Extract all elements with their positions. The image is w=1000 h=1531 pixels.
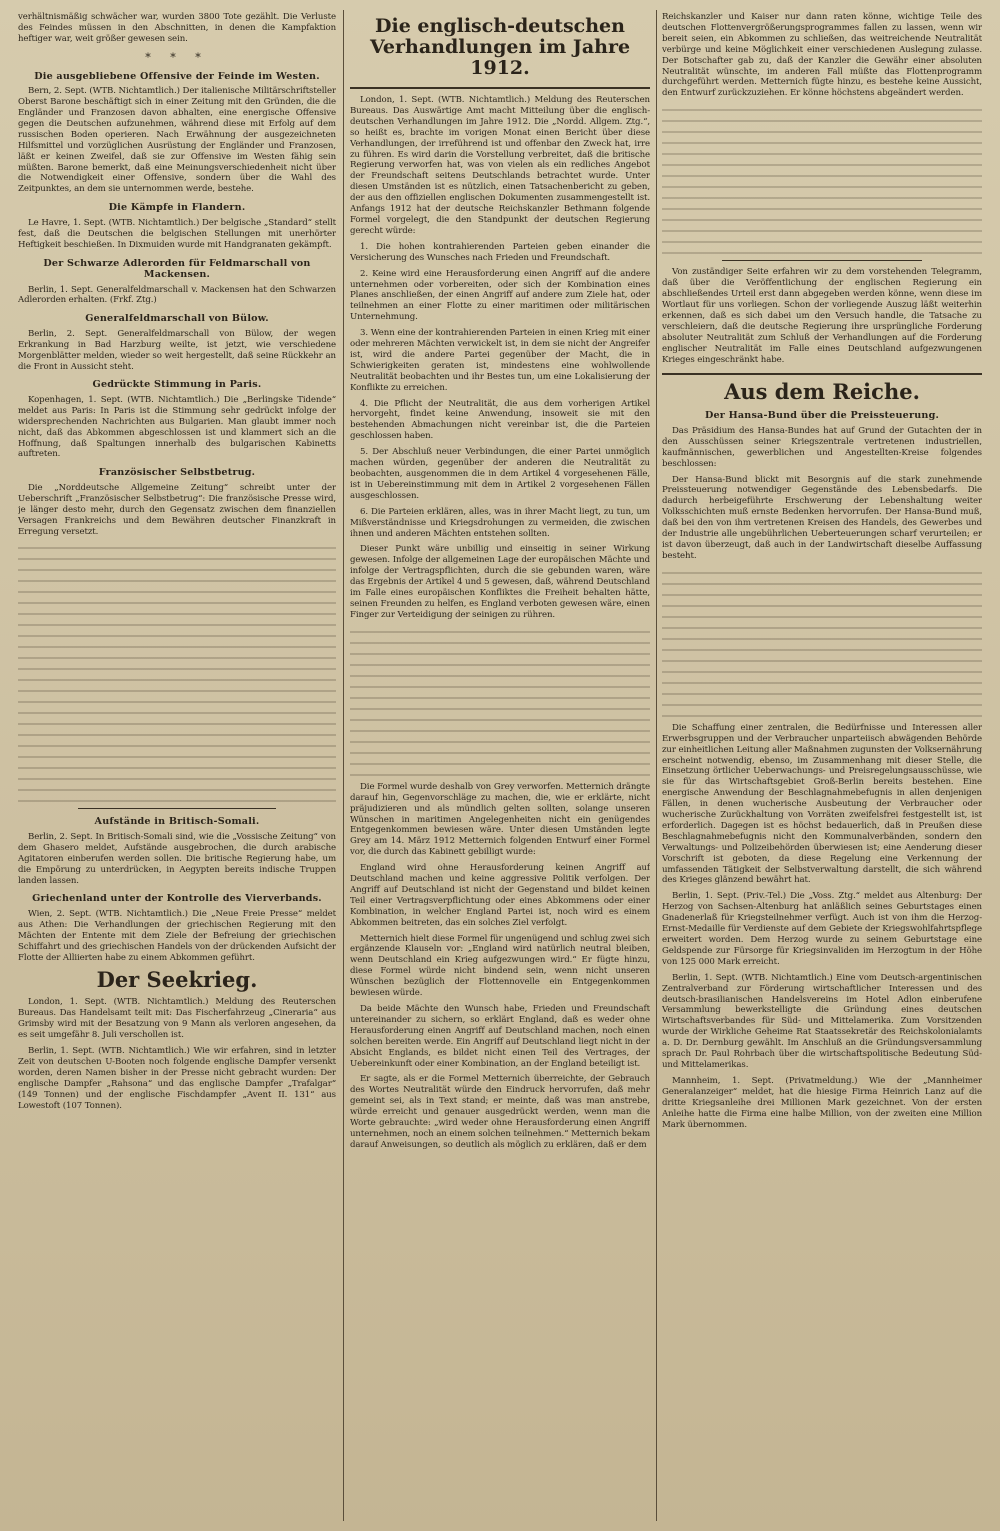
column-rule	[343, 10, 344, 1521]
article-text: Berlin, 1. Sept. Generalfeldmarschall v. Mackensen hat den Schwarzen Adlerorden erhalten. (Frkf. Ztg.)	[18, 284, 336, 306]
divider	[662, 373, 982, 375]
article-title: Die ausgebliebene Offensive der Feinde im Westen.	[34, 70, 320, 82]
article-text: Berlin, 1. Sept. (WTB. Nichtamtlich.) Wie wir erfahren, sind in letzter Zeit von deutschen U-Booten noch folgende englische Dampfer versenkt worden, deren Namen bisher in der Presse nicht gebracht wurden: Der englische Dampfer „Rahsona“ und das englische Dampfer „Trafalgar“ (149 Tonnen) und der englische Fischdampfer „Avent II. 131“ aus Lowestoft (107 Tonnen).	[18, 1046, 336, 1111]
article-text: Die „Norddeutsche Allgemeine Zeitung“ schreibt unter der Ueberschrift „Französischer Selbstbetrug“: Die französische Presse wird, je länger desto mehr, durch den Gegensatz zwischen dem finanziellen Versagen Frankreichs und dem Bewähren deutscher Finanzkraft in Erregung versetzt.	[18, 482, 336, 537]
article-text: 6. Die Parteien erklären, alles, was in ihrer Macht liegt, zu tun, um Mißverständnisse und Kriegsdrohungen zu vermeiden, die zwischen ihnen und anderen Mächten entstehen sollten.	[350, 506, 650, 539]
column-left	[18, 12, 336, 1519]
article-text: Wien, 2. Sept. (WTB. Nichtamtlich.) Die „Neue Freie Presse“ meldet aus Athen: Die Verhandlungen der griechischen Regierung mit den Mächten der Entente mit dem Ziele der Befreiung der griechischen Schiffahrt und des griechischen Handels von der drückenden Aufsicht der Flotte der Alliierten habe zu einem Abkommen geführt.	[18, 908, 336, 963]
article-title: Der Hansa-Bund über die Preissteuerung.	[704, 410, 940, 422]
article-text: Der Hansa-Bund blickt mit Besorgnis auf die stark zunehmende Preissteuerung notwendiger Gegenstände des Lebensbedarfs. Die dadurch herbeigeführte Erschwerung der Lebenshaltung weiter Volksschichten muß ernste Bedenken hervorrufen. Der Hansa-Bund muß, daß bei den von ihm vertretenen Kreisen des Handels, des Gewerbes und der Industrie alle ungebührlichen Ueberteuerungen scharf verurteilen; er ist davon überzeugt, daß auch in der Landwirtschaft dieselbe Auffassung besteht.	[662, 474, 982, 561]
column-middle	[350, 12, 650, 1519]
section-separator: * * *	[145, 50, 209, 64]
section-heading: Der Seekrieg.	[96, 967, 258, 993]
text-block	[18, 542, 336, 802]
text-block	[350, 626, 650, 776]
article-text: 2. Keine wird eine Herausforderung einen Angriff auf die andere unternehmen oder vorbereiten, oder sich der Kombination eines Planes anschließen, der einen Angriff auf andere zum Ziele hat, oder teilnehmen an einer Flotte zu einer maritimen oder militärischen Unternehmung.	[350, 268, 650, 323]
article-title: Französischer Selbstbetrug.	[98, 467, 256, 479]
article-text: 3. Wenn eine der kontrahierenden Parteien in einen Krieg mit einer oder mehreren Mächten verwickelt ist, in dem sie nicht der Angreifer ist, wird die andere Partei gegenüber der Macht, die in Schwierigkeiten geraten ist, mindestens eine wohlwollende Neutralität beobachten und ihr Bestes tun, um eine Lokalisierung der Konflikte zu erreichen.	[350, 328, 650, 393]
text-block	[662, 567, 982, 717]
article-text: Die Schaffung einer zentralen, die Bedürfnisse und Interessen aller Erwerbsgruppen und der Verbraucher unparteiisch abwägenden Behörde zur einheitlichen Leitung aller Maßnahmen zugunsten der Volksernährung erscheint notwendig, ebenso, im Zusammenhang mit dieser Stelle, die Einsetzung örtlicher Ueberwachungs- und Preisregelungsausschüsse, wie sie für das Wirtschaftsgebiet Groß-Berlin bereits bestehen. Eine energische Anwendung der Beschlagnahmebefugnis in allen denjenigen Fällen, in denen wucherische Ausbeutung der Verbraucher oder wucherische Zurückhaltung von Vorräten zweifelsfrei festgestellt ist, ist erforderlich. Dagegen ist es höchst bedauerlich, daß in Preußen diese Beschlagnahmebefugnis nicht den Kommunalverbänden, sondern den Verwaltungs- und Polizeibehörden überwiesen ist; eine Aenderung dieser Vorschrift ist geboten, da diese Regelung eine Verkennung der umfassenden Tätigkeit der Selbstverwaltung darstellt, die sich während des Krieges glänzend bewährt hat.	[662, 722, 982, 886]
article-text: Berlin, 2. Sept. In Britisch-Somali sind, wie die „Vossische Zeitung“ von dem Ghasero meldet, Aufstände ausgebrochen, die durch arabische Agitatoren einberufen werden sollen. Die britische Regierung habe, um die Empörung zu unterdrücken, in Aegypten bereits indische Truppen landen lassen.	[18, 831, 336, 886]
article-title: Gedrückte Stimmung in Paris.	[92, 379, 262, 391]
article-text: Berlin, 2. Sept. Generalfeldmarschall von Bülow, der wegen Erkrankung in Bad Harzburg weilte, ist jetzt, wie verschiedene Morgenblätter melden, wieder so weit hergestellt, daß seine Rückkehr an die Front in Aussicht steht.	[18, 328, 336, 372]
text-block	[662, 104, 982, 254]
article-text: Bern, 2. Sept. (WTB. Nichtamtlich.) Der italienische Militärschriftsteller Oberst Barone beschäftigt sich in einer Zeitung mit den Gründen, die die Engländer und Franzosen davon abhalten, eine energische Offensive gegen die Deutschen aufzunehmen, während diese mit Erfolg auf dem russischen Boden operieren. Nach Erwähnung der ausgezeichneten Hilfsmittel und vorzüglichen Ausrüstung der Engländer und Franzosen, läßt er keinen Zweifel, daß sie zur Offensive im Westen fähig sein müßten. Barone bemerkt, daß eine Meinungsverschiedenheit nicht über die Notwendigkeit einer Offensive, sondern über die Wahl des Zeitpunktes, an dem sie unternommen werde, bestehe.	[18, 86, 336, 195]
article-text: Von zuständiger Seite erfahren wir zu dem vorstehenden Telegramm, daß über die Veröffentlichung der englischen Regierung ein abschließendes Urteil erst dann abgegeben werden könne, wenn diese im Wortlaut für uns vorliegen. Schon der vorliegende Auszug läßt weiterhin erkennen, daß es sich dabei um den Versuch handle, die Tatsache zu verschleiern, daß die deutsche Regierung ihre ursprüngliche Forderung absoluter Neutralität zum Schluß der Verhandlungen auf die Forderung englischer Neutralität im Falle eines Deutschland aufgezwungenen Krieges eingeschränkt habe.	[662, 267, 982, 365]
article-text: Das Präsidium des Hansa-Bundes hat auf Grund der Gutachten der in den Ausschüssen seiner Kriegszentrale vertretenen industriellen, kaufmännischen, gewerblichen und Angestellten-Kreise folgendes beschlossen:	[662, 425, 982, 469]
lead-headline: Die englisch-deutschen Verhandlungen im Jahre 1912.	[369, 15, 631, 79]
article-text: Le Havre, 1. Sept. (WTB. Nichtamtlich.) Der belgische „Standard“ stellt fest, daß die Deutschen die belgischen Stellungen mit unerhörter Heftigkeit beschießen. In Dixmuiden wurde mit Handgranaten gekämpft.	[18, 217, 336, 250]
article-text: Da beide Mächte den Wunsch habe, Frieden und Freundschaft untereinander zu sichern, so erklärt England, daß es weder ohne Herausforderung einen Angriff auf Deutschland machen, noch einen solchen bereiten werde. Ein Angriff auf Deutschland liegt nicht in der Absicht Englands, es bildet nicht einen Teil des Vertrages, der Uebereinkunft oder einer Kombination, an der England beteiligt ist.	[350, 1004, 650, 1069]
article-text: Kopenhagen, 1. Sept. (WTB. Nichtamtlich.) Die „Berlingske Tidende“ meldet aus Paris: In Paris ist die Stimmung sehr gedrückt infolge der widersprechenden Nachrichten aus Bulgarien. Man glaubt immer noch nicht, daß das Abkommen abgeschlossen ist und klammert sich an die Hoffnung, daß Spaltungen innerhalb des bulgarischen Kabinetts auftreten.	[18, 394, 336, 460]
article-text: London, 1. Sept. (WTB. Nichtamtlich.) Meldung des Reuterschen Bureaus. Das Auswärtige Amt macht Mitteilung über die englisch-deutschen Verhandlungen im Jahre 1912. Die „Nordd. Allgem. Ztg.“, so heißt es, brachte im vorigen Monat einen Bericht über diese Verhandlungen, der irreführend ist und offenbar den Zweck hat, irre zu führen. Es wird darin die Vorstellung verbreitet, daß die britische Regierung verworfen hat, was von vielen als ein redliches Angebot der Freundschaft seitens Deutschlands betrachtet wurde. Unter diesen Umständen ist es nützlich, einen Tatsachenbericht zu geben, der aus den offiziellen englischen Dokumenten zusammengestellt ist. Anfangs 1912 hat der deutsche Reichskanzler Bethmann folgende Formel vorgelegt, die den Standpunkt der deutschen Regierung gerecht würde:	[350, 95, 650, 236]
article-text: Reichskanzler und Kaiser nur dann raten könne, wichtige Teile des deutschen Flottenvergrößerungsprogrammes fallen zu lassen, wenn wir bereit seien, ein Abkommen zu schließen, das weitreichende Neutralität verbürge und keine Möglichkeit einer verschiedenen Auslegung zulasse. Der Botschafter gab zu, daß der Kanzler die Gewähr einer absoluten Neutralität wünschte, im anderen Fall müßte das Flottenprogramm durchgeführt werden. Metternich fügte hinzu, es bestehe keine Aussicht, den Entwurf zurückzuziehen. Er könne höchstens abgeändert werden.	[662, 12, 982, 99]
article-text: England wird ohne Herausforderung keinen Angriff auf Deutschland machen und keine aggressive Politik verfolgen. Der Angriff auf Deutschland ist nicht der Gegenstand und bildet keinen Teil einer Vertragsverpflichtung oder eines Abkommens oder einer Kombination, in welcher England Partei ist, noch wird es einem Abkommen beitreten, das ein solches Ziel verfolgt.	[350, 863, 650, 928]
article-title: Der Schwarze Adlerorden für Feldmarschall von Mackensen.	[43, 257, 311, 280]
column-right	[662, 12, 982, 1519]
column-rule	[656, 10, 657, 1521]
article-text: London, 1. Sept. (WTB. Nichtamtlich.) Meldung des Reuterschen Bureaus. Das Handelsamt teilt mit: Das Fischerfahrzeug „Cineraria“ aus Grimsby wird mit der Besatzung von 9 Mann als verloren angesehen, da es seit umgefähr 8. Juli verschollen ist.	[18, 997, 336, 1041]
article-title: Die Kämpfe in Flandern.	[108, 202, 246, 214]
section-heading: Aus dem Reiche.	[724, 379, 920, 405]
article-text: 1. Die hohen kontrahierenden Parteien geben einander die Versicherung des Wunsches nach Frieden und Freundschaft.	[350, 241, 650, 263]
article-title: Griechenland unter der Kontrolle des Vierverbands.	[32, 893, 322, 905]
article-text: Metternich hielt diese Formel für ungenügend und schlug zwei sich ergänzende Klauseln vor: „England wird natürlich neutral bleiben, wenn Deutschland ein Krieg aufgezwungen wird.“ Er fügte hinzu, diese Formel würde nicht bindend sein, wenn nicht unseren Wünschen bezüglich der Flottennovelle ein Entgegenkommen bewiesen würde.	[350, 933, 650, 999]
article-text: Die Formel wurde deshalb von Grey verworfen. Metternich drängte darauf hin, Gegenvorschläge zu machen, die, wie er erklärte, nicht präjudizieren und als mündlich gelten sollten, solange unseren Wünschen in maritimen Angelegenheiten nicht ein genügendes Entgegenkommen bewiesen wäre. Unter diesen Umständen legte Grey am 14. März 1912 Metternich folgenden Entwurf einer Formel vor, die durch das Kabinett gebilligt wurde:	[350, 781, 650, 858]
intro-text: verhältnismäßig schwächer war, wurden 3800 Tote gezählt. Die Verluste des Feindes müssen in den Abschnitten, in denen die Kampfaktion heftiger war, weit größer gewesen sein.	[18, 12, 336, 44]
article-title: Aufstände in Britisch-Somali.	[94, 816, 260, 828]
article-text: Er sagte, als er die Formel Metternich überreichte, der Gebrauch des Wortes Neutralität würde den Eindruck hervorrufen, daß mehr gemeint sei, als in Text stand; er meinte, daß was man anstrebe, würde erreicht und genauer ausgedrückt werden, wenn man die Worte gebrauchte: „wird weder ohne Herausforderung einen Angriff unternehmen, noch an einem solchen teilnehmen.“ Metternich bekam darauf Anweisungen, so deutlich als möglich zu erklären, daß er dem	[350, 1074, 650, 1150]
article-text: Berlin, 1. Sept. (Priv.-Tel.) Die „Voss. Ztg.“ meldet aus Altenburg: Der Herzog von Sachsen-Altenburg hat anläßlich seines Geburtstages einen Gnadenerlaß für Kriegsteilnehmer verfügt. Auch ist von ihm die Herzog-Ernst-Medaille für Verdienste auf dem Gebiete der Kriegswohlfahrtspflege erweitert worden. Dem Herzog wurde zu seinem Geburtstage eine Geldspende zur Fürsorge für Kriegsinvaliden im Herzogtum in der Höhe von 125 000 Mark erreicht.	[662, 891, 982, 967]
divider	[350, 87, 650, 89]
article-text: Dieser Punkt wäre unbillig und einseitig in seiner Wirkung gewesen. Infolge der allgemeinen Lage der europäischen Mächte und infolge der Vertragspflichten, durch die sie gebunden waren, wäre das Ergebnis der Artikel 4 und 5 gewesen, daß, während Deutschland im Falle eines europäischen Konfliktes die Freiheit behalten hätte, seinen Freunden zu helfen, es England verboten gewesen wäre, einen Finger zur Verteidigung der seinigen zu rühren.	[350, 544, 650, 620]
divider	[78, 808, 276, 809]
divider	[722, 260, 922, 261]
article-text: Berlin, 1. Sept. (WTB. Nichtamtlich.) Eine vom Deutsch-argentinischen Zentralverband zur Förderung wirtschaftlicher Interessen und des deutsch-brasilianischen Handelsvereins im Hotel Adlon einberufene Versammlung bewerkstelligte die Gründung eines deutschen Wirtschaftsverbandes für Süd- und Mittelamerika. Zum Vorsitzenden wurde der Wirkliche Geheime Rat Staatssekretär des Reichskolonialamts a. D. Dr. Dernburg gewählt. Im Anschluß an die Gründungsversammlung sprach Dr. Paul Rohrbach über die wirtschaftspolitische Bedeutung Süd- und Mittelamerikas.	[662, 972, 982, 1070]
article-title: Generalfeldmarschall von Bülow.	[85, 313, 269, 325]
article-text: 4. Die Pflicht der Neutralität, die aus dem vorherigen Artikel hervorgeht, findet keine Anwendung, insoweit sie mit den bestehenden Abmachungen nicht vereinbar ist, die die Parteien geschlossen haben.	[350, 398, 650, 442]
article-text: Mannheim, 1. Sept. (Privatmeldung.) Wie der „Mannheimer Generalanzeiger“ meldet, hat die hiesige Firma Heinrich Lanz auf die dritte Kriegsanleihe drei Millionen Mark gezeichnet. Von der ersten Anleihe hatte die Firma eine halbe Million, von der zweiten eine Million Mark übernommen.	[662, 1075, 982, 1130]
article-text: 5. Der Abschluß neuer Verbindungen, die einer Partei unmöglich machen würden, gegenüber der anderen die Neutralität zu beobachten, ausgenommen die in dem Artikel 4 vorgesehenen Fälle, ist in Uebereinstimmung mit dem in Artikel 2 vorgesehenen Fällen ausgeschlossen.	[350, 447, 650, 501]
